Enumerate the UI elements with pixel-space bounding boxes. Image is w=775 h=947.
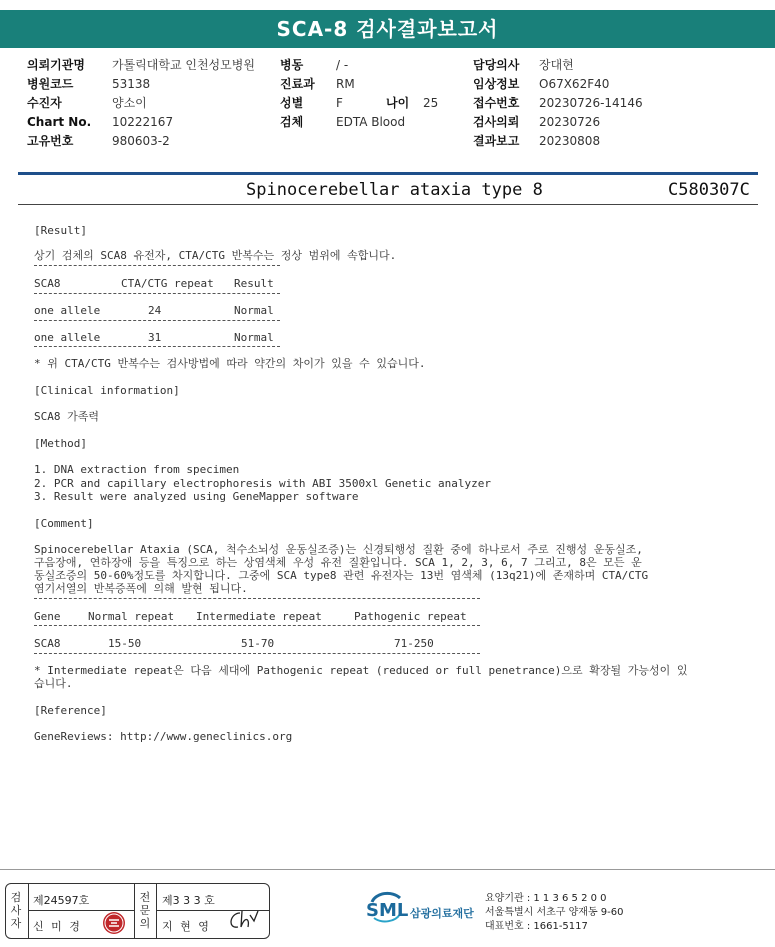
field-value: F bbox=[336, 96, 343, 110]
field-value: EDTA Blood bbox=[336, 115, 406, 129]
signature-role-label: 전 문 의 bbox=[139, 891, 151, 930]
patient-info-col3 bbox=[473, 56, 643, 151]
method-heading: [Method] bbox=[34, 437, 87, 450]
reference-heading: [Reference] bbox=[34, 704, 107, 717]
field-label: Chart No. bbox=[27, 115, 92, 129]
field-value: 20230726 bbox=[539, 115, 601, 129]
report-title: SCA-8 검사결과보고서 bbox=[0, 10, 775, 48]
field-label: 담당의사 bbox=[473, 58, 520, 72]
physician-license: 제3 3 3 호 bbox=[162, 894, 215, 907]
table-cell: 51-70 bbox=[241, 637, 275, 650]
field-label: 임상정보 bbox=[473, 77, 520, 91]
table-cell: one allele bbox=[34, 331, 101, 344]
technologist-name: 신 미 경 bbox=[33, 920, 82, 933]
reference-link[interactable]: GeneReviews: http://www.geneclinics.org bbox=[34, 730, 293, 743]
signature-role-label: 검 사 자 bbox=[10, 891, 22, 930]
field-label-age: 나이 bbox=[386, 96, 410, 110]
field-label: 검체 bbox=[280, 115, 304, 129]
test-name: Spinocerebellar ataxia type 8 bbox=[246, 180, 543, 200]
result-note: * 위 CTA/CTG 반복수는 검사방법에 따라 약간의 차이가 있을 수 있습니다. bbox=[34, 357, 426, 370]
physician-name: 지 현 영 bbox=[162, 920, 211, 933]
comment-note: 습니다. bbox=[34, 677, 73, 690]
divider bbox=[18, 204, 758, 205]
field-label: 병원코드 bbox=[27, 77, 74, 91]
field-label: 진료과 bbox=[280, 77, 315, 91]
patient-info-col2 bbox=[280, 56, 438, 132]
field-value: 양소이 bbox=[112, 96, 147, 110]
table-rule bbox=[34, 598, 480, 599]
result-heading: [Result] bbox=[34, 224, 87, 237]
box-divider bbox=[28, 884, 29, 938]
field-value: 가톨릭대학교 인천성모병원 bbox=[112, 58, 255, 72]
box-divider bbox=[134, 884, 135, 938]
field-label: 병동 bbox=[280, 58, 304, 72]
comment-line: 구음장애, 연하장애 등을 특징으로 하는 상염색체 우성 유전 질환입니다. SCA 1, 2, 3, 6, 7 그리고, 8은 모든 운 bbox=[34, 556, 642, 569]
table-header: Pathogenic repeat bbox=[354, 610, 467, 623]
table-cell: 71-250 bbox=[394, 637, 434, 650]
lab-logo-text: SML bbox=[366, 900, 409, 921]
field-value: O67X62F40 bbox=[539, 77, 610, 91]
table-cell: Normal bbox=[234, 304, 274, 317]
footer-divider bbox=[0, 869, 775, 870]
comment-note: * Intermediate repeat은 다음 세대에 Pathogenic repeat (reduced or full penetrance)으로 확장될 가능성이 있 bbox=[34, 664, 688, 677]
comment-line: 염기서열의 반복증폭에 의해 발현 됩니다. bbox=[34, 582, 248, 595]
clinical-text: SCA8 가족력 bbox=[34, 410, 99, 423]
comment-heading: [Comment] bbox=[34, 517, 94, 530]
table-rule bbox=[34, 320, 280, 321]
table-cell: 31 bbox=[148, 331, 162, 344]
table-header: SCA8 bbox=[34, 277, 61, 290]
table-cell: 15-50 bbox=[108, 637, 142, 650]
clinical-heading: [Clinical information] bbox=[34, 384, 180, 397]
table-cell: SCA8 bbox=[34, 637, 61, 650]
test-code: C580307C bbox=[668, 180, 750, 200]
table-header: Gene bbox=[34, 610, 61, 623]
field-value: 980603-2 bbox=[112, 134, 170, 148]
field-value: 20230726-14146 bbox=[539, 96, 643, 110]
divider bbox=[18, 172, 758, 175]
table-rule bbox=[34, 653, 480, 654]
comment-line: Spinocerebellar Ataxia (SCA, 척수소뇌성 운동실조증)는 신경퇴행성 질환 중에 하나로서 주로 진행성 운동실조, bbox=[34, 543, 643, 556]
table-header: Normal repeat bbox=[88, 610, 175, 623]
method-item: 2. PCR and capillary electrophoresis with ABI 3500xl Genetic analyzer bbox=[34, 477, 491, 490]
field-label: 검사의뢰 bbox=[473, 115, 520, 129]
field-label: 성별 bbox=[280, 96, 304, 110]
field-label: 수진자 bbox=[27, 96, 62, 110]
field-value: / - bbox=[336, 58, 349, 72]
field-value: RM bbox=[336, 77, 355, 91]
table-rule bbox=[34, 625, 480, 626]
lab-info-line: 대표번호 : 1661-5117 bbox=[485, 921, 588, 932]
method-item: 1. DNA extraction from specimen bbox=[34, 463, 240, 476]
field-label: 고유번호 bbox=[27, 134, 74, 148]
box-divider bbox=[156, 884, 157, 938]
field-value: 53138 bbox=[112, 77, 151, 91]
field-value: 장대현 bbox=[539, 58, 574, 72]
field-label: 접수번호 bbox=[473, 96, 520, 110]
comment-line: 동실조증의 50-60%정도를 차지합니다. 그중에 SCA type8 관련 유전자는 13번 염색체 (13q21)에 존재하며 CTA/CTG bbox=[34, 569, 649, 582]
technologist-license: 제24597호 bbox=[33, 894, 90, 907]
field-label: 결과보고 bbox=[473, 134, 520, 148]
lab-name: 삼광의료재단 bbox=[410, 907, 474, 920]
field-value: 10222167 bbox=[112, 115, 174, 129]
box-divider bbox=[28, 910, 134, 911]
field-value-age: 25 bbox=[423, 96, 439, 110]
method-item: 3. Result were analyzed using GeneMapper software bbox=[34, 490, 359, 503]
table-header: Result bbox=[234, 277, 274, 290]
lab-info-line: 서울특별시 서초구 양재동 9-60 bbox=[485, 907, 624, 918]
result-summary: 상기 검체의 SCA8 유전자, CTA/CTG 반복수는 정상 범위에 속합니다. bbox=[34, 249, 397, 262]
seal-stamp-icon bbox=[103, 912, 125, 934]
field-label: 의뢰기관명 bbox=[27, 58, 85, 72]
table-header: Intermediate repeat bbox=[196, 610, 322, 623]
table-cell: one allele bbox=[34, 304, 101, 317]
table-header: CTA/CTG repeat bbox=[121, 277, 214, 290]
lab-info-line: 요양기관 : 1 1 3 6 5 2 0 0 bbox=[485, 893, 607, 904]
table-rule bbox=[34, 265, 280, 266]
signature-box bbox=[5, 883, 270, 939]
table-cell: 24 bbox=[148, 304, 162, 317]
patient-info-col1 bbox=[27, 56, 255, 151]
handwritten-signature-icon bbox=[224, 907, 260, 937]
table-rule bbox=[34, 293, 280, 294]
table-cell: Normal bbox=[234, 331, 274, 344]
table-rule bbox=[34, 346, 280, 347]
field-value: 20230808 bbox=[539, 134, 601, 148]
